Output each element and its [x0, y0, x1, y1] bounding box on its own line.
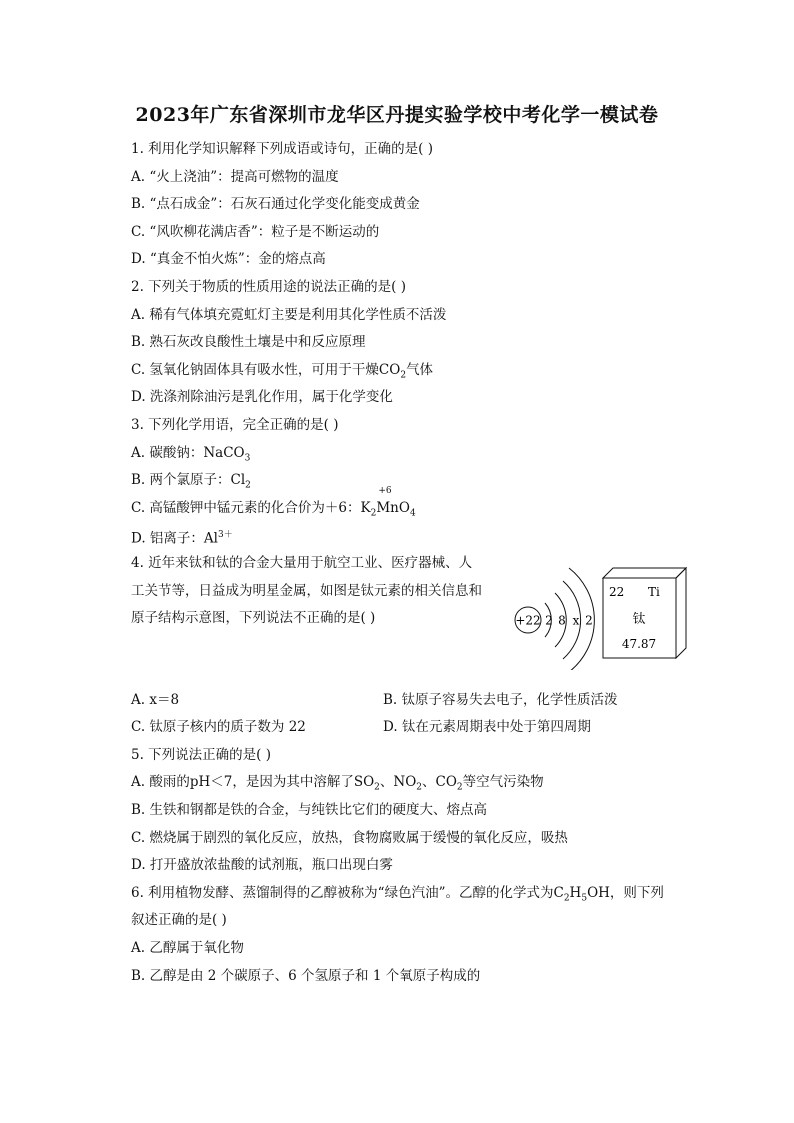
q1-option-c: C. “风吹柳花满店香”：粒子是不断运动的 [131, 223, 380, 240]
q6-option-b: B. 乙醇是由 2 个碳原子、6 个氢原子和 1 个氧原子构成的 [131, 967, 481, 984]
atomic-number: 22 [609, 585, 625, 599]
shell-2-count: 8 [558, 613, 566, 628]
element-symbol: Ti [648, 585, 660, 599]
q5-option-d: D. 打开盛放浓盐酸的试剂瓶，瓶口出现白雾 [131, 857, 393, 874]
q6-option-a: A. 乙醇属于氧化物 [131, 940, 244, 957]
q4-stem: 4. 近年来钛和钛的合金大量用于航空工业、医疗器械、人 工关节等，日益成为明星金属，如图是钛元素的相关信息和 原子结构示意图，下列说法不正确的是( ) [131, 554, 482, 627]
atomic-mass: 47.87 [621, 637, 657, 651]
shell-4-count: 2 [585, 613, 593, 628]
q3-option-c: C. 高锰酸钾中锰元素的化合价为＋6：$K_2$ +6 MnO$_4$ [131, 485, 416, 519]
q2-stem: 2. 下列关于物质的性质用途的说法正确的是( ) [131, 278, 406, 295]
q1-option-d: D. “真金不怕火炼”：金的熔点高 [131, 251, 326, 268]
exam-title: 2023年广东省深圳市龙华区丹提实验学校中考化学一模试卷 [135, 104, 659, 126]
q3-option-a: A. 碳酸钠：NaCO$_3$ [131, 444, 251, 464]
q5-option-b: B. 生铁和钢都是铁的合金，与纯铁比它们的硬度大、熔点高 [131, 802, 488, 819]
q2-option-c: C. 氢氧化钠固体具有吸水性，可用于干燥$CO_2$气体 [131, 361, 434, 381]
q2-option-b: B. 熟石灰改良酸性土壤是中和反应原理 [131, 334, 366, 351]
shell-3-count: x [572, 613, 580, 628]
q2-option-d: D. 洗涤剂除油污是乳化作用，属于化学变化 [131, 389, 393, 406]
q3-option-b: B. 两个氯原子：$Cl_2$ [131, 472, 251, 491]
q5-option-a: A. 酸雨的pH＜7，是因为其中溶解了$SO_2$、$NO_2$、$CO_2$等空气污染物 [131, 774, 544, 794]
q5-stem: 5. 下列说法正确的是( ) [131, 746, 271, 763]
q4-option-d: D. 钛在元素周期表中处于第四周期 [383, 719, 591, 736]
q3-option-d: D. 铝离子：$Al^{3+}$ [131, 530, 233, 547]
shell-1-count: 2 [545, 613, 553, 628]
element-name: 钛 [632, 612, 646, 627]
titanium-diagram [505, 560, 690, 670]
q1-stem: 1. 利用化学知识解释下列成语或诗句，正确的是( ) [131, 141, 433, 157]
q1-option-b: B. “点石成金”：石灰石通过化学变化能变成黄金 [131, 196, 420, 213]
q6-stem: 6. 利用植物发酵、蒸馏制得的乙醇被称为“绿色汽油”。乙醇的化学式为$C_2H_5OH$，则下列 [131, 884, 664, 904]
cell-top-face [603, 568, 686, 578]
q5-option-c: C. 燃烧属于剧烈的氧化反应，放热，食物腐败属于缓慢的氧化反应，吸热 [131, 829, 568, 846]
q3-stem: 3. 下列化学用语，完全正确的是( ) [131, 416, 339, 433]
q4-options-row2 [131, 714, 691, 742]
q2-option-a: A. 稀有气体填充霓虹灯主要是利用其化学性质不活泼 [131, 306, 447, 323]
cell-side-face [676, 568, 686, 658]
q4-options-row1 [131, 687, 691, 715]
q1-option-a: A. “火上浇油”：提高可燃物的温度 [131, 168, 339, 185]
titanium-figure [505, 560, 690, 670]
q6-stem-line2: 叙述正确的是( ) [131, 912, 227, 929]
nucleus-charge: +22 [515, 613, 541, 628]
q4-option-b: B. 钛原子容易失去电子，化学性质活泼 [383, 691, 618, 708]
q4-option-a: A. x＝8 [131, 691, 180, 708]
q4-option-c: C. 钛原子核内的质子数为 22 [131, 719, 306, 736]
